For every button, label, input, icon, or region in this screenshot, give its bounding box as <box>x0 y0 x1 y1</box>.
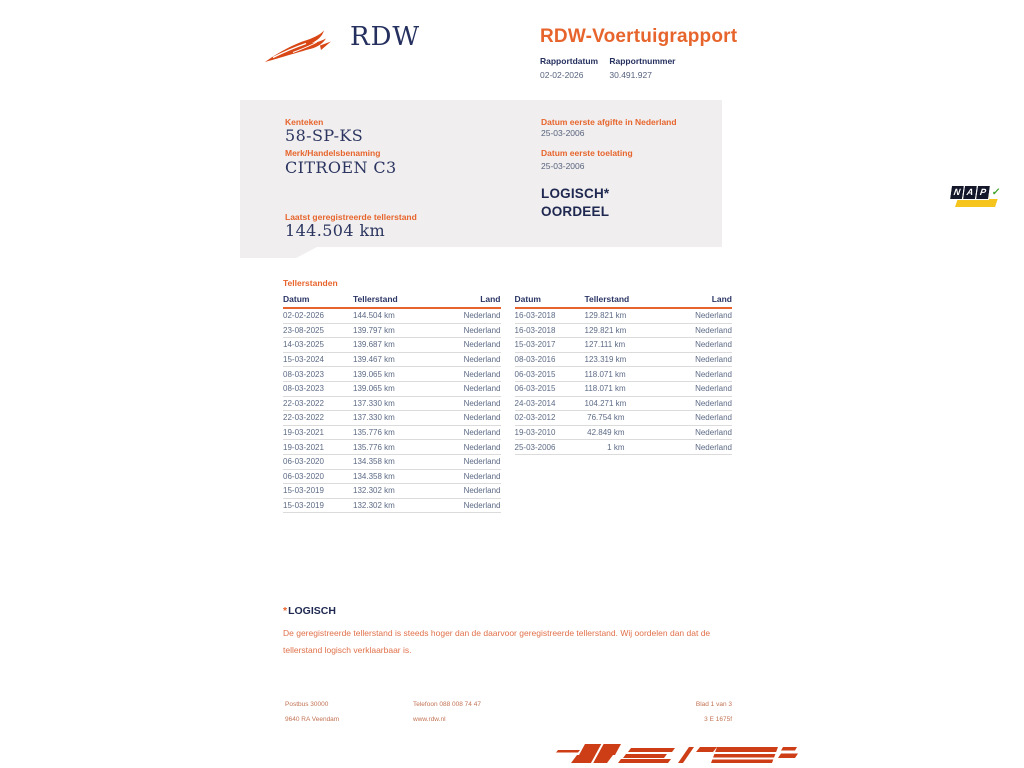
section-title: Tellerstanden <box>283 278 338 288</box>
cell-datum: 19-03-2021 <box>283 428 324 438</box>
cell-land: Nederland <box>463 471 501 481</box>
col-header-land: Land <box>711 294 732 304</box>
cell-datum: 06-03-2020 <box>283 471 324 481</box>
cell-datum: 06-03-2015 <box>514 384 556 394</box>
cell-tellerstand: 127.111 km <box>584 340 626 350</box>
report-meta <box>540 56 676 80</box>
col-header-tellerstand: Tellerstand <box>584 294 630 304</box>
cell-land: Nederland <box>695 413 732 423</box>
cell-datum: 15-03-2019 <box>283 501 324 511</box>
cell-tellerstand: 134.358 km <box>353 471 395 481</box>
cell-tellerstand: 144.504 km <box>353 311 395 321</box>
footnote-asterisk: * <box>283 605 288 617</box>
cell-datum: 14-03-2025 <box>283 340 324 350</box>
cell-land: Nederland <box>695 428 732 438</box>
rdw-logo-icon <box>263 30 342 65</box>
table-row <box>283 499 501 514</box>
table-header <box>515 294 733 309</box>
cell-tellerstand: 118.071 km <box>584 384 626 394</box>
table-row <box>283 353 501 368</box>
cell-datum: 22-03-2022 <box>283 413 324 423</box>
cell-land: Nederland <box>695 340 732 350</box>
oordeel-text <box>541 185 609 221</box>
cell-datum: 25-03-2006 <box>514 442 556 452</box>
cell-tellerstand: 132.302 km <box>353 486 395 496</box>
table-row <box>515 440 733 455</box>
table-row <box>515 309 733 324</box>
logisch-footnote <box>283 605 753 659</box>
footer-form-code: 3 E 1675f <box>704 716 732 723</box>
cell-tellerstand: 132.302 km <box>353 501 395 511</box>
kenteken-label: Kenteken <box>285 117 324 127</box>
cell-datum: 19-03-2021 <box>283 442 324 452</box>
footer-address-line1: Postbus 30000 <box>285 701 329 708</box>
cell-tellerstand: 137.330 km <box>353 398 395 408</box>
cell-datum: 15-03-2019 <box>283 486 324 496</box>
cell-datum: 02-03-2012 <box>514 413 556 423</box>
oordeel-line2: OORDEEL <box>541 204 610 219</box>
cell-land: Nederland <box>463 311 501 321</box>
col-header-land: Land <box>480 294 501 304</box>
cell-datum: 24-03-2014 <box>514 398 556 408</box>
footer-address <box>285 701 339 731</box>
table-row <box>283 440 501 455</box>
cell-tellerstand: 135.776 km <box>353 428 395 438</box>
table-row <box>515 397 733 412</box>
cell-tellerstand: 129.821 km <box>584 311 627 321</box>
report-date-label: Rapportdatum <box>540 56 599 66</box>
table-row <box>515 411 733 426</box>
odometer-table-right <box>515 294 733 513</box>
cell-land: Nederland <box>463 355 501 365</box>
kenteken-value: 58-SP-KS <box>285 126 364 145</box>
odometer-table-left <box>283 294 501 513</box>
cell-datum: 08-03-2023 <box>283 384 324 394</box>
cell-datum: 16-03-2018 <box>514 311 556 321</box>
cell-tellerstand: 139.065 km <box>353 369 395 379</box>
toelating-label: Datum eerste toelating <box>541 148 633 158</box>
cell-datum: 22-03-2022 <box>283 398 324 408</box>
cell-land: Nederland <box>463 501 501 511</box>
col-header-datum: Datum <box>514 294 541 304</box>
summary-panel-tab <box>240 247 317 258</box>
tellerstanden-section <box>283 278 732 513</box>
cell-datum: 06-03-2020 <box>283 457 324 467</box>
table-row <box>283 338 501 353</box>
table-header <box>283 294 501 309</box>
cell-land: Nederland <box>463 384 501 394</box>
tellerstand-value: 144.504 km <box>285 221 386 240</box>
cell-datum: 08-03-2016 <box>514 355 556 365</box>
footer-phone: Telefoon 088 008 74 47 <box>413 701 481 708</box>
cell-datum: 23-08-2025 <box>283 325 324 335</box>
cell-tellerstand: 137.330 km <box>353 413 395 423</box>
cell-tellerstand: 139.687 km <box>353 340 395 350</box>
table-row <box>283 382 501 397</box>
cell-tellerstand: 139.065 km <box>353 384 395 394</box>
col-header-datum: Datum <box>283 294 310 304</box>
nap-letter-p: P <box>976 186 990 199</box>
cell-land: Nederland <box>695 398 732 408</box>
table-row <box>283 455 501 470</box>
nap-letter-a: A <box>963 186 977 199</box>
cell-land: Nederland <box>463 398 501 408</box>
nap-logo <box>950 186 1001 208</box>
cell-land: Nederland <box>463 428 501 438</box>
cell-tellerstand: 76.754 km <box>587 413 625 423</box>
cell-tellerstand: 1 km <box>607 442 625 452</box>
toelating-value: 25-03-2006 <box>541 161 585 171</box>
footnote-title-text: LOGISCH <box>288 605 336 617</box>
oordeel-line1: LOGISCH* <box>541 186 610 201</box>
cell-land: Nederland <box>695 325 732 335</box>
footer-address-line2: 9640 RA Veendam <box>285 716 340 723</box>
cell-land: Nederland <box>695 311 732 321</box>
col-header-tellerstand: Tellerstand <box>353 294 398 304</box>
report-date-value: 02-02-2026 <box>540 70 584 80</box>
merk-value: CITROEN C3 <box>285 158 397 177</box>
afgifte-label: Datum eerste afgifte in Nederland <box>541 117 677 127</box>
cell-land: Nederland <box>463 369 501 379</box>
cell-datum: 15-03-2017 <box>514 340 556 350</box>
cell-tellerstand: 123.319 km <box>584 355 627 365</box>
table-row <box>515 367 733 382</box>
table-row <box>283 309 501 324</box>
page-title: RDW-Voertuigrapport <box>540 26 738 47</box>
merk-label: Merk/Handelsbenaming <box>285 148 381 158</box>
table-row <box>283 367 501 382</box>
cell-tellerstand: 104.271 km <box>584 398 627 408</box>
table-row <box>515 426 733 441</box>
cell-tellerstand: 135.776 km <box>353 442 395 452</box>
cell-land: Nederland <box>695 384 732 394</box>
cell-land: Nederland <box>463 325 501 335</box>
cell-land: Nederland <box>463 486 501 496</box>
cell-land: Nederland <box>463 457 501 467</box>
report-number-value: 30.491.927 <box>609 70 652 80</box>
report-number-label: Rapportnummer <box>609 56 676 66</box>
cell-land: Nederland <box>695 369 732 379</box>
footer-deco-stripes <box>545 738 800 768</box>
table-row <box>515 382 733 397</box>
table-row <box>283 324 501 339</box>
cell-datum: 08-03-2023 <box>283 369 324 379</box>
footer-contact <box>413 701 481 731</box>
rdw-logotype: RDW <box>350 22 421 52</box>
report-date-block <box>540 56 607 80</box>
cell-datum: 19-03-2010 <box>514 428 556 438</box>
footer-website: www.rdw.nl <box>413 716 446 723</box>
cell-datum: 16-03-2018 <box>514 325 556 335</box>
table-row <box>283 411 501 426</box>
cell-datum: 06-03-2015 <box>514 369 556 379</box>
cell-datum: 02-02-2026 <box>283 311 324 321</box>
cell-tellerstand: 42.849 km <box>587 428 625 438</box>
nap-checkmark-icon: ✓ <box>991 187 1001 198</box>
table-row <box>515 353 733 368</box>
cell-land: Nederland <box>695 355 732 365</box>
table-row <box>283 484 501 499</box>
footer-page-info <box>696 701 732 731</box>
footnote-text: De geregistreerde tellerstand is steeds hoger dan de daarvoor geregistreerde tellerstand. Wij oordelen dan dat de tellerstand logisch verklaarbaar is. <box>283 628 711 655</box>
footer-page-indicator: Blad 1 van 3 <box>695 701 732 708</box>
cell-tellerstand: 134.358 km <box>353 457 395 467</box>
tellerstand-label: Laatst geregistreerde tellerstand <box>285 212 417 222</box>
cell-land: Nederland <box>695 442 732 452</box>
cell-tellerstand: 118.071 km <box>584 369 626 379</box>
table-row <box>515 338 733 353</box>
table-row <box>515 324 733 339</box>
cell-land: Nederland <box>463 442 501 452</box>
cell-tellerstand: 129.821 km <box>584 325 627 335</box>
table-row <box>283 470 501 485</box>
report-number-block <box>609 56 675 80</box>
cell-tellerstand: 139.467 km <box>353 355 395 365</box>
table-row <box>283 397 501 412</box>
vehicle-summary-panel <box>240 100 1001 247</box>
page-footer <box>285 701 732 727</box>
nap-letter-n: N <box>950 186 964 199</box>
cell-tellerstand: 139.797 km <box>353 325 395 335</box>
afgifte-value: 25-03-2006 <box>541 128 585 138</box>
cell-land: Nederland <box>463 413 501 423</box>
table-row <box>283 426 501 441</box>
cell-land: Nederland <box>463 340 501 350</box>
footnote-title <box>283 605 753 617</box>
cell-datum: 15-03-2024 <box>283 355 324 365</box>
